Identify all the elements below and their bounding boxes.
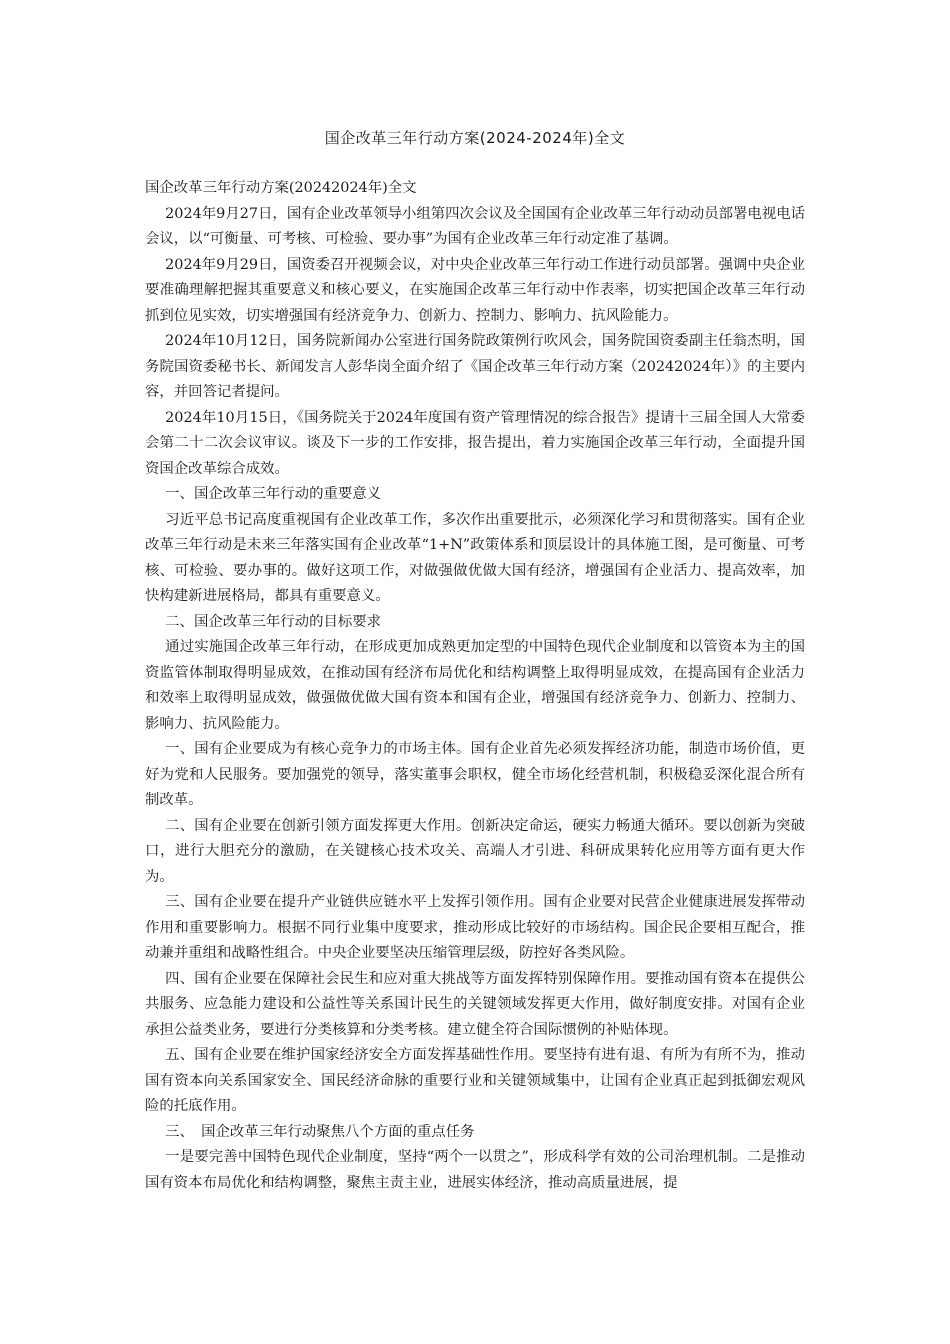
paragraph: 五、国有企业要在维护国家经济安全方面发挥基础性作用。要坚持有进有退、有所为有所不为，推动国有资本向关系国家安全、国民经济命脉的重要行业和关键领域集中，让国有企业真正起到抵御宏观风险的托底作用。 xyxy=(145,1047,805,1114)
section-heading: 三、 国企改革三年行动聚焦八个方面的重点任务 xyxy=(165,1123,475,1140)
paragraph: 2024年9月29日，国资委召开视频会议，对中央企业改革三年行动工作进行动员部署。强调中央企业要准确理解把握其重要意义和核心要义，在实施国企改革三年行动中作表率，切实把国企改革三年行动抓到位见实效，切实增强国有经济竞争力、创新力、控制力、影响力、抗风险能力。 xyxy=(145,256,805,324)
document-body xyxy=(145,176,805,1196)
paragraph: 习近平总书记高度重视国有企业改革工作，多次作出重要批示，必须深化学习和贯彻落实。国有企业改革三年行动是未来三年落实国有企业改革“1+N”政策体系和顶层设计的具体施工图，是可衡量、可考核、可检验、要办事的。做好这项工作，对做强做优做大国有经济，增强国有企业活力、提高效率，加快构建新进展格局，都具有重要意义。 xyxy=(145,511,805,604)
section-heading: 二、国企改革三年行动的目标要求 xyxy=(165,613,382,630)
paragraph: 三、国有企业要在提升产业链供应链水平上发挥引领作用。国有企业要对民营企业健康进展发挥带动作用和重要影响力。根据不同行业集中度要求，推动形成比较好的市场结构。国企民企要相互配合，推动兼并重组和战略性组合。中央企业要坚决压缩管理层级，防控好各类风险。 xyxy=(145,894,805,961)
paragraph: 2024年9月27日，国有企业改革领导小组第四次会议及全国国有企业改革三年行动动员部署电视电话会议，以“可衡量、可考核、可检验、要办事”为国有企业改革三年行动定准了基调。 xyxy=(145,205,805,247)
doc-heading: 国企改革三年行动方案(20242024年)全文 xyxy=(145,180,417,196)
paragraph: 通过实施国企改革三年行动，在形成更加成熟更加定型的中国特色现代企业制度和以管资本为主的国资监管体制取得明显成效，在推动国有经济布局优化和结构调整上取得明显成效，在提高国有企业活力和效率上取得明显成效，做强做优做大国有资本和国有企业，增强国有经济竞争力、创新力、控制力、影响力、抗风险能力。 xyxy=(145,639,805,732)
page-title: 国企改革三年行动方案(2024-2024年)全文 xyxy=(324,129,626,147)
paragraph: 四、国有企业要在保障社会民生和应对重大挑战等方面发挥特别保障作用。要推动国有资本在提供公共服务、应急能力建设和公益性等关系国计民生的关键领域发挥更大作用，做好制度安排。对国有企业承担公益类业务，要进行分类核算和分类考核。建立健全符合国际惯例的补贴体现。 xyxy=(145,970,805,1038)
paragraph: 二、国有企业要在创新引领方面发挥更大作用。创新决定命运，硬实力畅通大循环。要以创新为突破口，进行大胆充分的激励，在关键核心技术攻关、高端人才引进、科研成果转化应用等方面有更大作为。 xyxy=(145,817,805,885)
paragraph: 一、国有企业要成为有核心竞争力的市场主体。国有企业首先必须发挥经济功能，制造市场价值，更好为党和人民服务。要加强党的领导，落实董事会职权，健全市场化经营机制，积极稳妥深化混合所有制改革。 xyxy=(145,741,805,808)
paragraph: 2024年10月12日，国务院新闻办公室进行国务院政策例行吹风会，国务院国资委副主任翁杰明，国务院国资委秘书长、新闻发言人彭华岗全面介绍了《国企改革三年行动方案（20242024年）》的主要内容，并回答记者提问。 xyxy=(145,333,805,400)
section-heading: 一、国企改革三年行动的重要意义 xyxy=(165,486,382,502)
paragraph: 2024年10月15日，《国务院关于2024年度国有资产管理情况的综合报告》提请十三届全国人大常委会第二十二次会议审议。谈及下一步的工作安排，报告提出，着力实施国企改革三年行动，全面提升国资国企改革综合成效。 xyxy=(145,409,805,477)
paragraph: 一是要完善中国特色现代企业制度，坚持“两个一以贯之”，形成科学有效的公司治理机制。二是推动国有资本布局优化和结构调整，聚焦主责主业，进展实体经济，推动高质量进展，提 xyxy=(145,1149,805,1191)
